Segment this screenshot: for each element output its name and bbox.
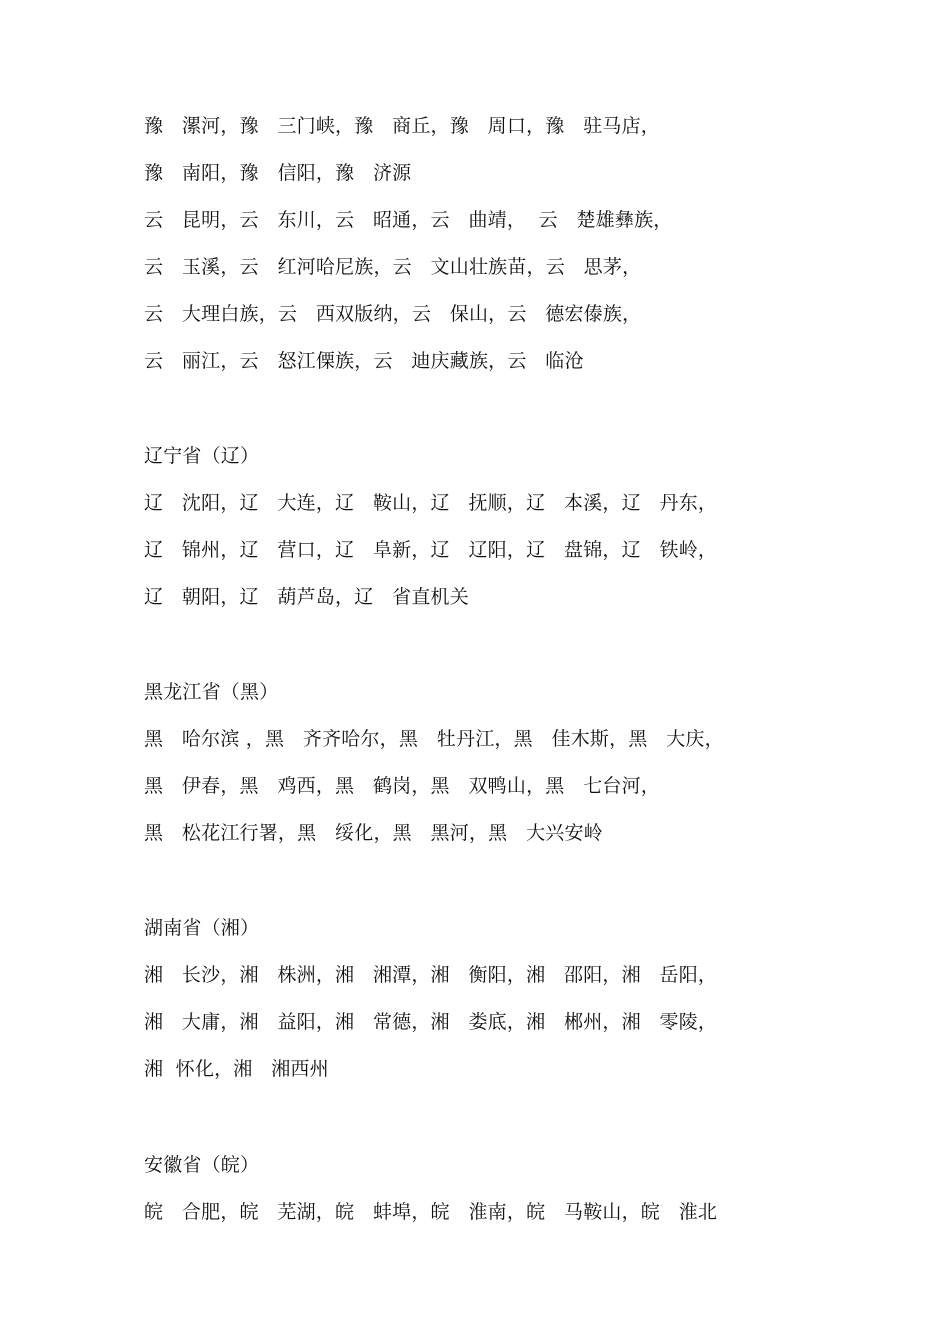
text-line-hunan-3: 湘 怀化，湘 湘西州 [144,1058,329,1080]
text-line-liaoning-2: 辽 锦州，辽 营口，辽 阜新，辽 辽阳，辽 盘锦，辽 铁岭， [144,539,718,561]
text-line-henan-2: 豫 南阳，豫 信阳，豫 济源 [144,162,412,184]
text-line-yunnan-4: 云 丽江，云 怒江傈族，云 迪庆藏族，云 临沧 [144,350,584,372]
text-line-henan-1: 豫 漯河，豫 三门峡，豫 商丘，豫 周口，豫 驻马店， [144,115,660,137]
section-heading-anhui: 安徽省（皖） [144,1154,260,1176]
text-line-hunan-2: 湘 大庸，湘 益阳，湘 常德，湘 娄底，湘 郴州，湘 零陵， [144,1011,718,1033]
section-heading-hunan: 湖南省（湘） [144,917,260,939]
text-line-heilongjiang-1: 黑 哈尔滨 ，黑 齐齐哈尔，黑 牡丹江，黑 佳木斯，黑 大庆， [144,728,724,750]
text-line-yunnan-3: 云 大理白族，云 西双版纳，云 保山，云 德宏傣族， [144,303,642,325]
text-line-anhui-1: 皖 合肥，皖 芜湖，皖 蚌埠，皖 淮南，皖 马鞍山，皖 淮北 [144,1201,718,1223]
section-heading-liaoning: 辽宁省（辽） [144,445,260,467]
text-line-liaoning-1: 辽 沈阳，辽 大连，辽 鞍山，辽 抚顺，辽 本溪，辽 丹东， [144,492,718,514]
text-line-yunnan-1: 云 昆明，云 东川，云 昭通，云 曲靖， 云 楚雄彝族， [144,209,673,231]
text-line-heilongjiang-2: 黑 伊春，黑 鸡西，黑 鹤岗，黑 双鸭山，黑 七台河， [144,775,660,797]
text-line-heilongjiang-3: 黑 松花江行署，黑 绥化，黑 黑河，黑 大兴安岭 [144,822,603,844]
text-line-yunnan-2: 云 玉溪，云 红河哈尼族，云 文山壮族苗，云 思茅， [144,256,642,278]
section-heading-heilongjiang: 黑龙江省（黑） [144,681,279,703]
text-line-liaoning-3: 辽 朝阳，辽 葫芦岛，辽 省直机关 [144,586,469,608]
text-line-hunan-1: 湘 长沙，湘 株洲，湘 湘潭，湘 衡阳，湘 邵阳，湘 岳阳， [144,964,718,986]
